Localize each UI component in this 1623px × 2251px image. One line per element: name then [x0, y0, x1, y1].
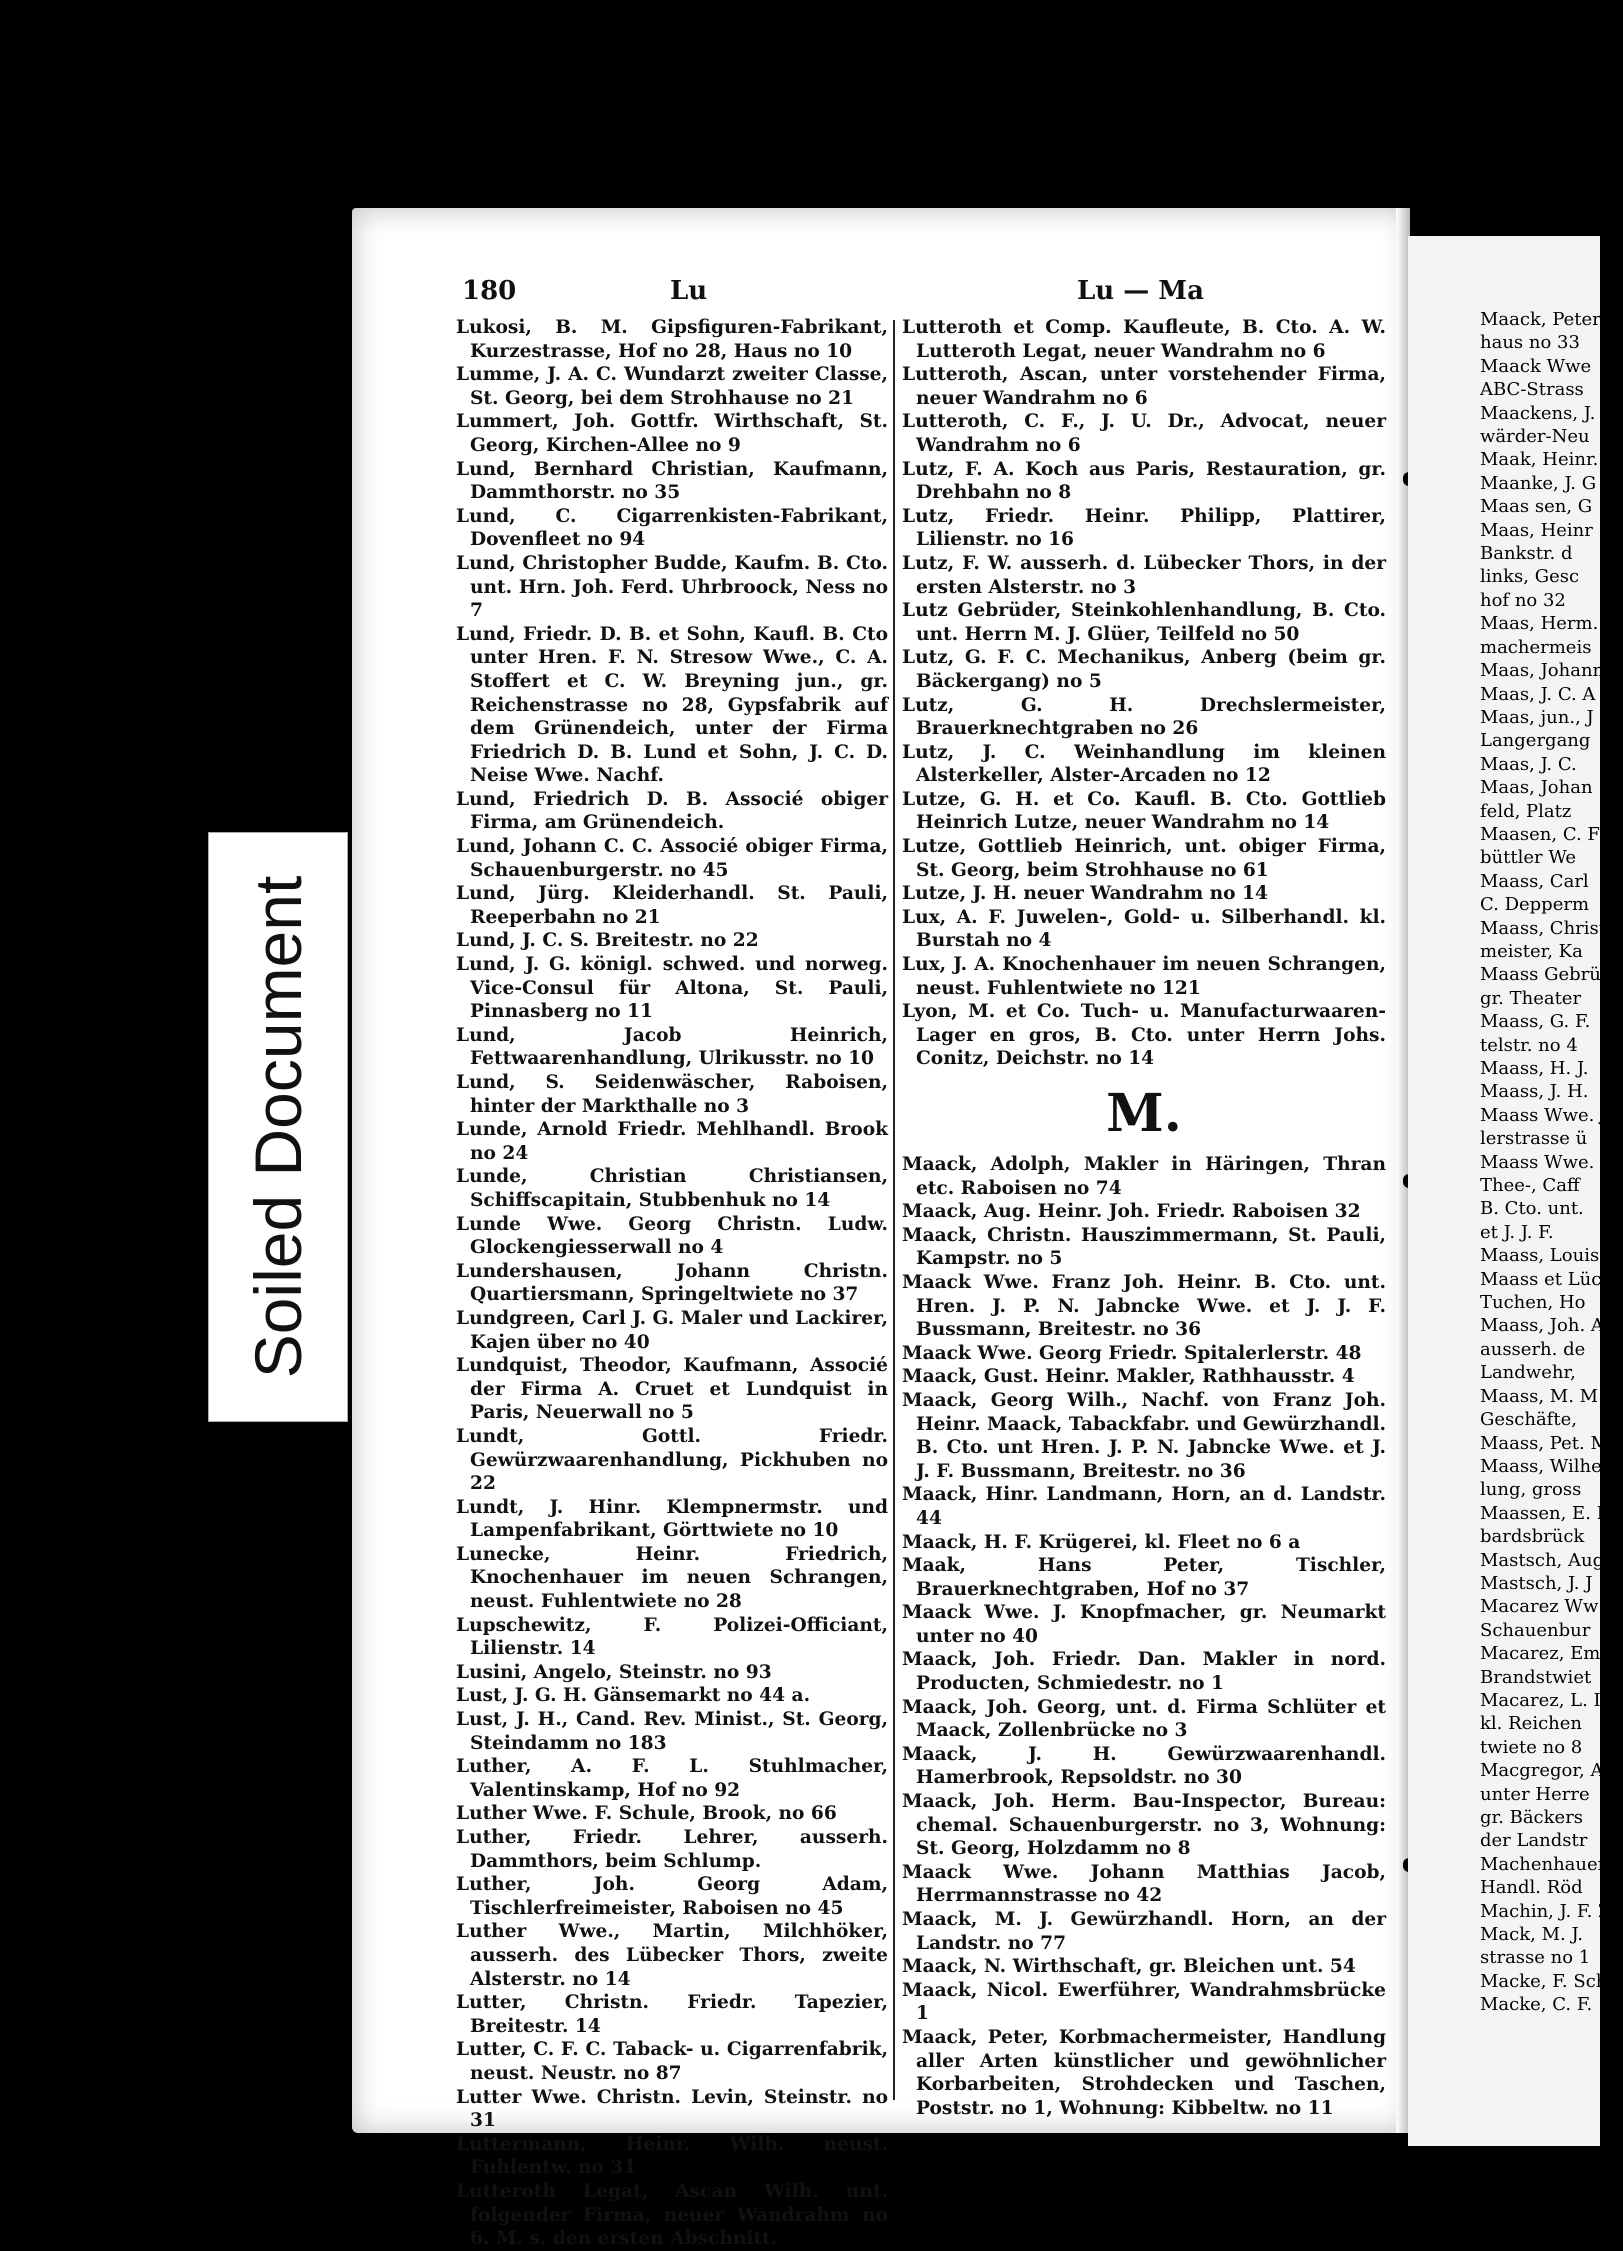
- directory-entry: et J. J. F.: [1480, 1221, 1554, 1243]
- directory-entry: Maass, Joh. A: [1480, 1315, 1604, 1337]
- directory-entry: Maack, Georg Wilh., Nachf. von Franz Joh. Heinr. Maack, Tabackfabr. und Gewürzhandl. B. Cto. unt Hren. J. P. N. Jabncke Wwe. et J. J. F. Bussmann, Breitestr. no 36: [902, 1389, 1387, 1482]
- directory-entry: Lutz, F. W. ausserh. d. Lübecker Thors, in der ersten Alsterstr. no 3: [902, 552, 1386, 598]
- directory-entry: Lund, S. Seidenwäscher, Raboisen, hinter der Markthalle no 3: [456, 1072, 888, 1117]
- directory-entry: Luttermann, Heinr. Wilh. neust. Fuhlentw. no 31: [456, 2133, 888, 2179]
- directory-entry: Maack, H. F. Krügerei, kl. Fleet no 6 a: [902, 1531, 1301, 1553]
- directory-entry: Maack Wwe: [1480, 355, 1592, 377]
- directory-entry: Maack, M. J. Gewürzhandl. Horn, an der Landstr. no 77: [902, 1909, 1386, 1954]
- directory-entry: Maack Wwe. Franz Joh. Heinr. B. Cto. unt. Hren. J. P. N. Jabncke Wwe. et J. J. F. Bussmann, Breitestr. no 36: [902, 1271, 1386, 1341]
- directory-entry: Lyon, M. et Co. Tuch- u. Manufacturwaaren-Lager en gros, B. Cto. unter Herrn Johs. Conitz, Deichstr. no 14: [902, 1001, 1386, 1070]
- directory-entry: Lutz Gebrüder, Steinkohlenhandlung, B. Cto. unt. Herrn M. J. Glüer, Teilfeld no 50: [902, 600, 1386, 645]
- directory-entry: Maas, jun., J: [1480, 706, 1594, 728]
- directory-entry: telstr. no 4: [1480, 1034, 1578, 1056]
- directory-entry: unter Herre: [1480, 1783, 1590, 1805]
- directory-entry: Schauenbur: [1480, 1619, 1591, 1641]
- directory-entry: Lutz, G. H. Drechslermeister, Brauerknechtgraben no 26: [902, 694, 1386, 740]
- directory-entry: wärder-Neu: [1480, 426, 1590, 448]
- directory-entry: Maack, Aug. Heinr. Joh. Friedr. Raboisen 32: [902, 1201, 1361, 1223]
- directory-entry: kl. Reichen: [1480, 1713, 1582, 1735]
- directory-entry: Maack, Joh. Georg, unt. d. Firma Schlüter et Maack, Zollenbrücke no 3: [902, 1696, 1386, 1742]
- directory-entry: Lund, Friedrich D. B. Associé obiger Firma, am Grünendeich.: [456, 788, 888, 834]
- directory-entry: Lusini, Angelo, Steinstr. no 93: [456, 1661, 772, 1683]
- directory-entry: lung, gross: [1480, 1479, 1582, 1501]
- directory-entry: Maasen, C. F: [1480, 823, 1600, 845]
- directory-entry: Lund, Johann C. C. Associé obiger Firma, Schauenburgerstr. no 45: [456, 836, 888, 881]
- right-column-ma-entries: [902, 1153, 1386, 2120]
- directory-entry: Lutze, G. H. et Co. Kaufl. B. Cto. Gottlieb Heinrich Lutze, neuer Wandrahm no 14: [902, 788, 1386, 834]
- directory-entry: Macgregor, A: [1480, 1760, 1604, 1782]
- directory-entry: Lutz, G. F. C. Mechanikus, Anberg (beim gr. Bäckergang) no 5: [902, 647, 1386, 692]
- directory-entry: Lutz, F. A. Koch aus Paris, Restauration, gr. Drehbahn no 8: [902, 458, 1386, 504]
- directory-entry: Lund, J. C. S. Breitestr. no 22: [456, 930, 759, 952]
- directory-entry: Lummert, Joh. Gottfr. Wirthschaft, St. Georg, Kirchen-Allee no 9: [456, 411, 888, 456]
- directory-entry: Lundgreen, Carl J. G. Maler und Lackirer, Kajen über no 40: [456, 1307, 888, 1353]
- directory-entry: Lutteroth et Comp. Kaufleute, B. Cto. A. W. Lutteroth Legat, neuer Wandrahm no 6: [902, 317, 1386, 362]
- directory-entry: Lundquist, Theodor, Kaufmann, Associé der Firma A. Cruet et Lundquist in Paris, Neuerwall no 5: [456, 1355, 888, 1424]
- directory-entry: Lux, J. A. Knochenhauer im neuen Schrangen, neust. Fuhlentwiete no 121: [902, 954, 1386, 999]
- section-letter: M.: [1106, 1083, 1182, 1144]
- directory-entry: ausserh. de: [1480, 1338, 1586, 1360]
- soiled-document-label: [208, 832, 348, 1422]
- directory-entry: Maack, Christn. Hauszimmermann, St. Pauli, Kampstr. no 5: [902, 1224, 1386, 1270]
- directory-entry: Luther, A. F. L. Stuhlmacher, Valentinskamp, Hof no 92: [456, 1756, 888, 1801]
- directory-entry: Macarez, L. I: [1480, 1689, 1601, 1711]
- directory-entry: Maack, Peter: [1480, 309, 1601, 330]
- directory-entry: Lunde Wwe. Georg Christn. Ludw. Glockengiesserwall no 4: [456, 1213, 888, 1259]
- directory-entry: Maack, Adolph, Makler in Häringen, Thran etc. Raboisen no 74: [902, 1154, 1386, 1199]
- directory-entry: Maanke, J. G: [1480, 472, 1597, 494]
- directory-entry: Lutter, Christn. Friedr. Tapezier, Breitestr. 14: [456, 1992, 888, 2037]
- directory-entry: Maass, Pet. M: [1480, 1432, 1609, 1454]
- directory-entry: Maack, J. H. Gewürzwaarenhandl. Hamerbrook, Repsoldstr. no 30: [902, 1743, 1386, 1789]
- directory-entry: Tuchen, Ho: [1480, 1292, 1586, 1314]
- page-header: [352, 276, 1410, 316]
- directory-entry: Lutze, Gottlieb Heinrich, unt. obiger Firma, St. Georg, beim Strohhause no 61: [902, 836, 1386, 881]
- directory-entry: Maack, Hinr. Landmann, Horn, an d. Landstr. 44: [902, 1484, 1386, 1529]
- directory-entry: Maas, Heinr: [1480, 519, 1593, 541]
- directory-entry: Maack, Gust. Heinr. Makler, Rathhausstr. 4: [902, 1366, 1355, 1388]
- directory-entry: Maack Wwe. Georg Friedr. Spitalerlerstr. 48: [902, 1342, 1362, 1364]
- directory-entry: machermeis: [1480, 636, 1592, 658]
- directory-entry: Maack, Joh. Herm. Bau-Inspector, Bureau: chemal. Schauenburgerstr. no 3, Wohnung: St. Georg, Holzdamm no 8: [902, 1791, 1386, 1860]
- directory-entry: hof no 32: [1480, 589, 1566, 611]
- directory-entry: Lux, A. F. Juwelen-, Gold- u. Silberhandl. kl. Burstah no 4: [902, 906, 1386, 952]
- directory-entry: Thee-, Caff: [1480, 1175, 1580, 1197]
- directory-entry: Lutteroth, C. F., J. U. Dr., Advocat, neuer Wandrahm no 6: [902, 411, 1386, 456]
- directory-entry: B. Cto. unt.: [1480, 1198, 1584, 1220]
- right-column-lu-entries: [902, 316, 1386, 1071]
- soiled-document-label-text: Soiled Document: [241, 875, 315, 1379]
- directory-entry: Lunde, Christian Christiansen, Schiffscapitain, Stubbenhuk no 14: [456, 1166, 888, 1211]
- directory-entry: Langergang: [1480, 730, 1591, 752]
- directory-entry: Maass et Lüc: [1480, 1268, 1602, 1290]
- directory-entry: Maassen, E. I: [1480, 1502, 1604, 1524]
- directory-entry: Maass, G. F.: [1480, 1011, 1591, 1033]
- directory-entry: Lund, Friedr. D. B. et Sohn, Kaufl. B. Cto unter Hren. F. N. Stresow Wwe., C. A. Stoffert et C. W. Breyning jun., gr. Reichenstrasse no 28, Gypsfabrik auf dem Grünendeich, unter der Firma Friedrich D. B. Lund et Sohn, J. C. D. Neise Wwe. Nachf.: [456, 623, 888, 787]
- directory-entry: Machenhauer,: [1480, 1853, 1610, 1875]
- left-column: [456, 316, 888, 2251]
- directory-entry: Lutteroth, Ascan, unter vorstehender Firma, neuer Wandrahm no 6: [902, 364, 1386, 409]
- directory-entry: Maack, Joh. Friedr. Dan. Makler in nord. Producten, Schmiedestr. no 1: [902, 1649, 1386, 1695]
- directory-entry: Macke, C. F.: [1480, 1994, 1593, 2016]
- directory-entry: Maass, Louis,: [1480, 1245, 1605, 1267]
- directory-entry: Lukosi, B. M. Gipsfiguren-Fabrikant, Kurzestrasse, Hof no 28, Haus no 10: [456, 317, 888, 362]
- directory-entry: Lundershausen, Johann Christn. Quartiersmann, Springeltwiete no 37: [456, 1260, 888, 1306]
- directory-page: [352, 208, 1410, 2250]
- directory-entry: Lutz, Friedr. Heinr. Philipp, Plattirer, Lilienstr. no 16: [902, 505, 1386, 551]
- directory-entry: Landwehr,: [1480, 1362, 1576, 1384]
- directory-entry: Lumme, J. A. C. Wundarzt zweiter Classe, St. Georg, bei dem Strohhause no 21: [456, 364, 888, 409]
- directory-entry: Maack Wwe. Johann Matthias Jacob, Herrmannstrasse no 42: [902, 1861, 1386, 1907]
- directory-entry: ABC-Strass: [1480, 379, 1584, 401]
- directory-entry: Lund, Bernhard Christian, Kaufmann, Dammthorstr. no 35: [456, 458, 888, 504]
- directory-entry: twiete no 8: [1480, 1736, 1583, 1758]
- directory-entry: Lundt, J. Hinr. Klempnermstr. und Lampenfabrikant, Görttwiete no 10: [456, 1496, 888, 1542]
- directory-entry: Geschäfte,: [1480, 1409, 1577, 1431]
- directory-entry: der Landstr: [1480, 1830, 1588, 1852]
- directory-entry: Lund, C. Cigarrenkisten-Fabrikant, Dovenfleet no 94: [456, 505, 888, 551]
- directory-entry: C. Depperm: [1480, 894, 1590, 916]
- directory-entry: Maass, H. J.: [1480, 1058, 1589, 1079]
- directory-entry: Maas, Herm.: [1480, 613, 1599, 635]
- directory-entry: Maackens, J.: [1480, 402, 1596, 424]
- directory-entry: Luther, Friedr. Lehrer, ausserh. Dammthors, beim Schlump.: [456, 1827, 888, 1872]
- directory-entry: Lust, J. G. H. Gänsemarkt no 44 a.: [456, 1685, 811, 1707]
- directory-entry: Mastsch, J. J: [1480, 1572, 1593, 1594]
- column-divider: [893, 320, 895, 2100]
- page-number: 180: [462, 276, 517, 306]
- directory-entry: Lundt, Gottl. Friedr. Gewürzwaarenhandlung, Pickhuben no 22: [456, 1425, 888, 1495]
- directory-entry: Macarez Ww: [1480, 1596, 1599, 1618]
- directory-entry: Maack, Peter, Korbmachermeister, Handlung aller Arten künstlicher und gewöhnlicher Korbarbeiten, Strohdecken und Taschen, Poststr. no 1, Wohnung: Kibbeltw. no 11: [902, 2026, 1386, 2119]
- directory-entry: lerstrasse ü: [1480, 1128, 1588, 1150]
- directory-entry: Lunde, Arnold Friedr. Mehlhandl. Brook no 24: [456, 1119, 888, 1164]
- directory-entry: links, Gesc: [1480, 566, 1580, 588]
- directory-entry: Maas, Johan: [1480, 777, 1593, 799]
- directory-entry: Maass Wwe.: [1480, 1151, 1595, 1173]
- directory-entry: Maass Gebrü: [1480, 964, 1601, 986]
- right-running-head: Lu — Ma: [1077, 276, 1204, 306]
- directory-entry: strasse no 1: [1480, 1947, 1591, 1969]
- next-page-fragments: [1408, 308, 1623, 2017]
- directory-entry: Luther Wwe. F. Schule, Brook, no 66: [456, 1803, 837, 1825]
- directory-entry: Maass, J. H.: [1480, 1081, 1589, 1103]
- directory-entry: Maass, Wilhe: [1480, 1455, 1602, 1477]
- directory-entry: Lund, Jürg. Kleiderhandl. St. Pauli, Reeperbahn no 21: [456, 883, 888, 928]
- directory-entry: Maass, Christ: [1480, 917, 1607, 939]
- directory-entry: Handl. Röd: [1480, 1877, 1583, 1899]
- directory-entry: Lutze, J. H. neuer Wandrahm no 14: [902, 883, 1268, 905]
- right-column: [902, 316, 1386, 2120]
- directory-entry: haus no 33: [1480, 332, 1580, 354]
- directory-entry: Maas, Johann: [1480, 660, 1605, 682]
- directory-entry: Maack Wwe. J. Knopfmacher, gr. Neumarkt unter no 40: [902, 1602, 1386, 1647]
- directory-entry: Maack, N. Wirthschaft, gr. Bleichen unt. 54: [902, 1956, 1356, 1978]
- directory-entry: Maass Wwe. J: [1480, 1104, 1608, 1126]
- directory-entry: Luther, Joh. Georg Adam, Tischlerfreimeister, Raboisen no 45: [456, 1874, 888, 1919]
- directory-entry: Maas, J. C.: [1480, 753, 1577, 775]
- directory-entry: Lutter Wwe. Christn. Levin, Steinstr. no 31: [456, 2086, 888, 2132]
- directory-entry: Lund, Jacob Heinrich, Fettwaarenhandlung, Ulrikusstr. no 10: [456, 1024, 888, 1070]
- directory-entry: meister, Ka: [1480, 940, 1583, 962]
- directory-entry: bardsbrück: [1480, 1526, 1585, 1548]
- next-page-edge: [1408, 236, 1623, 2146]
- directory-entry: Luther Wwe., Martin, Milchhöker, ausserh. des Lübecker Thors, zweite Alsterstr. no 14: [456, 1921, 888, 1990]
- directory-entry: Mack, M. J.: [1480, 1924, 1584, 1946]
- directory-entry: gr. Theater: [1480, 987, 1582, 1009]
- directory-entry: Maas, J. C. A: [1480, 683, 1596, 705]
- directory-entry: Lunecke, Heinr. Friedrich, Knochenhauer im neuen Schrangen, neust. Fuhlentwiete no 28: [456, 1543, 888, 1613]
- directory-entry: Maas sen, G: [1480, 496, 1593, 518]
- directory-entry: Maack, Nicol. Ewerführer, Wandrahmsbrücke 1: [902, 1979, 1386, 2025]
- directory-entry: Lund, J. G. königl. schwed. und norweg. Vice-Consul für Altona, St. Pauli, Pinnasberg no 11: [456, 954, 888, 1023]
- directory-entry: Macarez, Em: [1480, 1643, 1601, 1665]
- directory-entry: Machin, J. F. Z: [1480, 1900, 1611, 1922]
- directory-entry: Maass, Carl: [1480, 870, 1589, 892]
- directory-entry: Brandstwiet: [1480, 1666, 1592, 1688]
- directory-entry: Maass, M. M: [1480, 1385, 1599, 1407]
- left-running-head: Lu: [670, 276, 708, 306]
- directory-entry: Macke, F. Sch: [1480, 1970, 1608, 1992]
- directory-entry: Lutteroth Legat, Ascan Wilh. unt. folgender Firma, neuer Wandrahm no 6. M. s. den ersten Abschnitt.: [456, 2180, 888, 2250]
- directory-entry: Lund, Christopher Budde, Kaufm. B. Cto. unt. Hrn. Joh. Ferd. Uhrbroock, Ness no 7: [456, 552, 888, 622]
- directory-entry: gr. Bäckers: [1480, 1807, 1584, 1828]
- directory-entry: Lupschewitz, F. Polizei-Officiant, Lilienstr. 14: [456, 1614, 888, 1660]
- directory-entry: Lutter, C. F. C. Taback- u. Cigarrenfabrik, neust. Neustr. no 87: [456, 2039, 888, 2084]
- directory-entry: Maak, Heinr.: [1480, 449, 1599, 471]
- directory-entry: büttler We: [1480, 847, 1577, 869]
- directory-entry: Mastsch, Aug. I: [1480, 1549, 1623, 1571]
- directory-entry: Lust, J. H., Cand. Rev. Minist., St. Georg, Steindamm no 183: [456, 1709, 888, 1754]
- directory-entry: Maak, Hans Peter, Tischler, Brauerknechtgraben, Hof no 37: [902, 1555, 1386, 1600]
- directory-entry: Lutz, J. C. Weinhandlung im kleinen Alsterkeller, Alster-Arcaden no 12: [902, 741, 1386, 787]
- directory-entry: Bankstr. d: [1480, 543, 1573, 565]
- directory-entry: feld, Platz: [1480, 800, 1572, 822]
